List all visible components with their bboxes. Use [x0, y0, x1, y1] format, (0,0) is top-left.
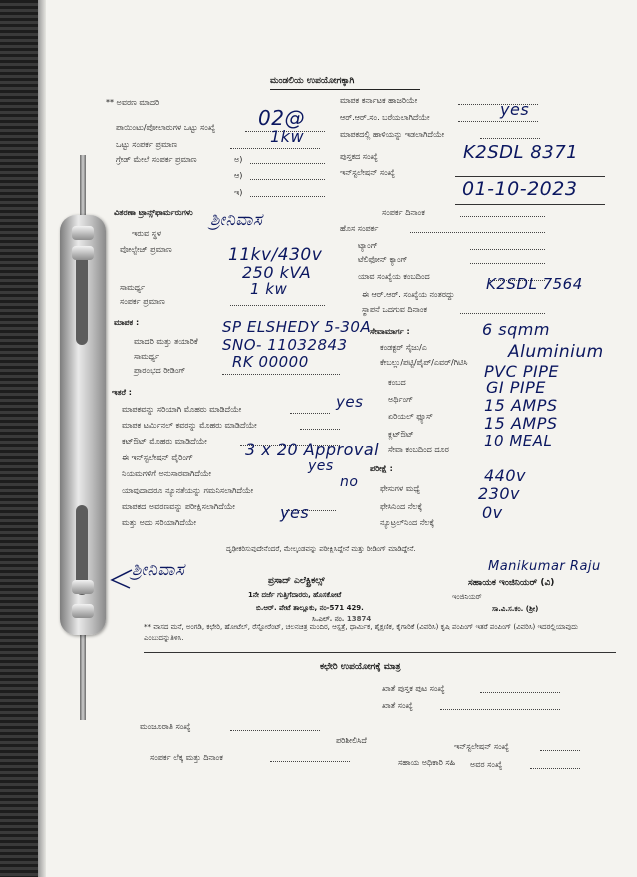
earthing-value: GI PIPE — [486, 378, 546, 397]
binder-knob-1 — [72, 226, 94, 240]
capacity-value: 250 kVA — [242, 263, 312, 282]
enclosure-ok-value: yes — [280, 503, 310, 522]
verified-label: ಪರಿಶೀಲಿಸಿದೆ — [336, 736, 367, 745]
after-rr-label: ಈ ಆರ್.ಆರ್. ಸಂಖ್ಯೆಯ ನಂತರದ್ದು — [362, 290, 455, 299]
office-heading: ಕಛೇರಿ ಉಪಯೋಗಕ್ಕೆ ಮಾತ್ರ — [320, 662, 401, 672]
binder-knob-2 — [72, 246, 94, 260]
stamp-left-line2: 1ನೇ ದರ್ಜೆ ಗುತ್ತಿಗೆದಾರರು, ಹೊಸಕೋಟೆ — [248, 591, 342, 599]
tag-label: ಟ್ಯಾಂಗ್ — [358, 241, 378, 250]
binder-knob-3 — [72, 580, 94, 594]
rules-compliance-value: yes — [308, 458, 334, 474]
rr-number-value: yes — [500, 100, 530, 119]
neutral-earth-label: ನ್ಯೂಟ್ರಲ್‌ನಿಂದ ನೆಲಕ್ಕೆ — [380, 518, 435, 527]
earthing-label: ಅರ್ಥಿಂಗ್ — [388, 395, 414, 404]
assistant-sign-label: ಸಹಾಯ ಅಧಿಕಾರಿ ಸಹಿ — [398, 758, 456, 767]
wiring-value: 3 x 20 Approval — [245, 440, 380, 459]
meter-sheet-label: ಮಾಪಕದಲ್ಲಿ ಹಾಳಿಯನ್ನು ಇಡಲಾಗಿದೆಯೇ — [340, 130, 445, 139]
grade-c-label: ಇ) — [234, 188, 243, 197]
their-number-label: ಅವರ ಸಂಖ್ಯೆ — [470, 760, 503, 769]
telephone-tag-label: ಟೆಲಿಫೋನ್ ಕ್ಯಾಂಗ್ — [358, 255, 408, 264]
service-heading: ಸೇವಾಮಾರ್ಗ : — [370, 327, 410, 336]
pole-value: PVC PIPE — [484, 362, 559, 381]
meter-karnataka-label: ಮಾಪಕ ಕರ್ನಾಟಕ ಹಾಜರಿಯೇ — [340, 96, 418, 105]
page-title: ಮಂಡಲಿಯ ಉಪಯೋಗಕ್ಕಾಗಿ — [270, 76, 355, 86]
connected-load-label: ಒಟ್ಟು ಸಂಪರ್ಕ ಪ್ರಮಾಣ — [116, 140, 178, 149]
grade-b-label: ಆ) — [234, 171, 243, 180]
initial-reading-value: RK 00000 — [232, 353, 309, 371]
footnote: ** ವಾಸದ ಮನೆ, ಅಂಗಡಿ, ಕಛೇರಿ, ಹೋಟೆಲ್, ರೆಸ್ಟೋರೆಂಟ್, ಚಲನಚಿತ್ರ ಮಂದಿರ, ಆಸ್ಪತ್ರೆ, ಧಾರ್ಮಿಕ, ಶೈಕ್ಷಣಿಕ, ಕೈಗಾರಿಕೆ (ವಿವರಿಸಿ) ಕೃಷಿ ಪಂಪಿಂಗ್ ಇತರೆ ಪಂಪಿಂಗ್ (ವಿವರಿಸಿ) ಇದರಲ್ಲಿಯಾವುದು ಎಂಬುದನ್ನುತಿಳಿಸಿ. — [144, 623, 578, 642]
terminal-cover-label: ಮಾಪಕ ಟರ್ಮಿನಲ್ ಕವರನ್ನು ಮೊಹರು ಮಾಡಿದೆಯೇ — [122, 421, 257, 430]
enclosure-checked-label: ಮಾಪಕದ ಅವರಣವನ್ನು ಪರೀಕ್ಷಿಸಲಾಗಿದೆಯೇ — [122, 502, 235, 511]
book-number-label: ಪುಸ್ತಕದ ಸಂಖ್ಯೆ — [340, 152, 378, 161]
signature-left: ಶ್ರೀನಿವಾಸ — [132, 560, 185, 580]
title-underline — [270, 89, 420, 90]
aerial-fuse-label: ಏರಿಯಲ್ ಫ್ಯೂಸ್ — [388, 412, 433, 421]
paper-edge-shadow — [38, 0, 46, 877]
points-total-label: ಪಾಯಿಂಟು/ಪೋಲಾರುಗಳ ಒಟ್ಟು ಸಂಖ್ಯೆ — [116, 123, 216, 132]
meter-make-label: ಮಾದರಿ ಮತ್ತು ತಯಾರಿಕೆ — [134, 337, 198, 346]
phase-earth-value: 230v — [478, 484, 521, 503]
distance-label: ಸೇವಾ ಕಂಬದಿಂದ ದೂರ — [388, 445, 449, 454]
conductor-size-value: 6 sqmm — [482, 320, 550, 339]
connection-value: 1 kw — [250, 280, 288, 298]
phase-phase-value: 440v — [484, 466, 527, 485]
points-total-value: 02@ — [258, 106, 305, 130]
account-number-label: ಖಾತೆ ಸಂಖ್ಯೆ — [382, 701, 413, 710]
cutout-label: ಕ್ಲಟ್‌ಔಟ್ — [388, 430, 414, 439]
signature-flourish — [108, 566, 136, 590]
declaration-text: ದೃಢೀಕರಿಸುವುದೇನೆಂದರೆ, ಮೇಲ್ಕಂಡವನ್ನು ಪರೀಕ್ಷಿಸಿದ್ದೇನೆ ಮತ್ತು ರೀಡಿಂಗ್ ಮಾಡಿದ್ದೇನೆ. — [226, 545, 416, 553]
cutout-sealed-label: ಕಟ್‌ಔಟ್ ಮೊಹರು ಮಾಡಿದೆಯೇ — [122, 437, 207, 446]
stamp-left-line4: ಸಿ.ಎಲ್. ನಂ. 13874 — [312, 615, 372, 623]
others-heading: ಇತರೆ : — [112, 388, 132, 397]
meter-sealed-value: yes — [336, 393, 364, 411]
office-installation-label: ಇನ್‌ಸ್ಟಲೇಷನ್ ಸಂಖ್ಯೆ — [454, 742, 509, 751]
signature-right: Manikumar Raju — [488, 559, 601, 574]
meter-heading: ಮಾಪಕ : — [114, 318, 140, 327]
installation-date-label: ಸ್ಥಾಪನೆ ಒದಗುವ ದಿನಾಂಕ — [362, 305, 427, 314]
binder-prong-top — [80, 155, 86, 215]
connection-label: ಸಂಪರ್ಕ ಪ್ರಮಾಣ — [120, 297, 165, 306]
location-label: ಇರುವ ಸ್ಥಳ — [132, 229, 162, 238]
defects-label: ಯಾವುದಾದರೂ ನ್ಯೂನತೆಯನ್ನು ಗಮನಿಸಲಾಗಿದೆಯೇ — [122, 486, 254, 495]
meter-capacity-label: ಸಾಮರ್ಥ್ಯ — [134, 352, 160, 361]
rules-compliance-label: ನಿಯಮಗಳಿಗೆ ಅನುಸಾರವಾಗಿದೆಯೇ — [122, 469, 212, 478]
ledger-date-label: ಸಂಪರ್ಕ ಲೆಕ್ಕ ಮತ್ತು ದಿನಾಂಕ — [150, 753, 223, 762]
pole-number-label: ಯಾವ ಸಂಖ್ಯೆಯ ಕಂಬದಿಂದ — [358, 272, 430, 281]
stamp-left-line3: ಬಿ.ಆರ್. ಪೇಟೆ ತಾಲ್ಲೂಕು, ನಂ-571 429. — [256, 604, 364, 612]
installation-date-value: 01-10-2023 — [462, 178, 578, 200]
phase-earth-label: ಫೇಸಿನಿಂದ ನೆಲಕ್ಕೆ — [380, 502, 423, 511]
defects-value: no — [340, 474, 359, 490]
stamp-right-line3: ಸಾ.ವಿ.ಸ.ಕಂ. (ಶ್ರೀ) — [492, 605, 539, 613]
phase-phase-label: ಫೇಸುಗಳ ಮಧ್ಯೆ — [380, 484, 420, 493]
book-number-value: K2SDL 8371 — [463, 142, 579, 163]
neutral-earth-value: 0v — [482, 503, 503, 522]
document-photo: ಮಂಡಲಿಯ ಉಪಯೋಗಕ್ಕಾಗಿ ** ಅವರಣ ಮಾದರಿ ಪಾಯಿಂಟು/ಪೋಲಾರುಗಳ ಒಟ್ಟು ಸಂಖ್ಯೆ 02@ ಒಟ್ಟು ಸಂಪರ್ಕ ಪ್ರಮಾಣ 1kw ಗ್ರೇಡ್ ಮೇಲೆ ಸಂಪರ್ಕ ಪ್ರಮಾಣ ಅ) ಆ) ಇ) ಮಾಪಕ ಕರ್ನಾಟಕ ಹಾಜರಿಯೇ ಆರ್.ಆರ್.ಸಂ. ಬರೆಯಲಾಗಿದೆಯೇ yes ಮಾಪಕದಲ್ಲಿ ಹಾಳಿಯನ್ನು ಇಡಲಾಗಿದೆಯೇ ಪುಸ್ತಕದ ಸಂಖ್ಯೆ K2SDL 8371 ಇನ್‌ಸ್ಟಲೇಷನ್ ಸಂಖ್ಯೆ 01-10-2023 ವಿತರಣಾ ಟ್ರಾನ್ಸ್‌ಫಾರ್ಮರುಗಳು ಇರುವ ಸ್ಥಳ ಶ್ರೀನಿವಾಸ ವೋಲ್ಟೇಜ್ ಪ್ರಮಾಣ ಸಾಮರ್ಥ್ಯ ಸಂಪರ್ಕ ಪ್ರಮಾಣ 11kv/430v 250 kVA 1 kw ಸಂಪರ್ಕ ದಿನಾಂಕ ಹೊಸ ಸಂಪರ್ಕ ಟ್ಯಾಂಗ್ ಟೆಲಿಫೋನ್ ಕ್ಯಾಂಗ್ ಯಾವ ಸಂಖ್ಯೆಯ ಕಂಬದಿಂದ ಈ ಆರ್.ಆರ್. ಸಂಖ್ಯೆಯ ನಂತರದ್ದು K2SDL 7564 ಸ್ಥಾಪನೆ ಒದಗುವ ದಿನಾಂಕ ಮಾಪಕ : ಮಾದರಿ ಮತ್ತು ತಯಾರಿಕೆ SP ELSHEDY 5-30A ಸಾಮರ್ಥ್ಯ SNO- 11032843 ಪ್ರಾರಂಭದ ರೀಡಿಂಗ್ RK 00000 ಸೇವಾಮಾರ್ಗ : ಕಂಡಕ್ಟರ್ ಸೈಜು/ಎ 6 sqmm ಕೇಬಲ್ಲು/ಪಟ್ಟಿ/ಪೈಪ್/ಎವರ್/ಗಿಟಿಸಿ Aluminium ಕಂಬದ PVC PIPE ಅರ್ಥಿಂಗ್ GI PIPE ಏರಿಯಲ್ ಫ್ಯೂಸ್ 15 AMPS ಕ್ಲಟ್‌ಔಟ್ 15 AMPS ಸೇವಾ ಕಂಬದಿಂದ ದೂರ 10 MEAL ಇತರೆ : ಮಾಪಕವನ್ನು ಸರಿಯಾಗಿ ಮೊಹರು ಮಾಡಿದೆಯೇ yes ಮಾಪಕ ಟರ್ಮಿನಲ್ ಕವರನ್ನು ಮೊಹರು ಮಾಡಿದೆಯೇ ಕಟ್‌ಔಟ್ ಮೊಹರು ಮಾಡಿದೆಯೇ ಈ ಇನ್‌ಸ್ಟಲೇಷನ್ ವೈರಿಂಗ್ 3 x 20 Approval ನಿಯಮಗಳಿಗೆ ಅನುಸಾರವಾಗಿದೆಯೇ yes ಯಾವುದಾದರೂ ನ್ಯೂನತೆಯನ್ನು ಗಮನಿಸಲಾಗಿದೆಯೇ no ಮಾಪಕದ ಅವರಣವನ್ನು ಪರೀಕ್ಷಿಸಲಾಗಿದೆಯೇ ಮತ್ತು ಅದು ಸರಿಯಾಗಿದೆಯೇ yes ಪರೀಕ್ಷೆ : ಫೇಸುಗಳ ಮಧ್ಯೆ 440v ಫೇಸಿನಿಂದ ನೆಲಕ್ಕೆ 230v ನ್ಯೂಟ್ರಲ್‌ನಿಂದ ನೆಲಕ್ಕೆ 0v ದೃಢೀಕರಿಸುವುದೇನೆಂದರೆ, ಮೇಲ್ಕಂಡವನ್ನು ಪರೀಕ್ಷಿಸಿದ್ದೇನೆ ಮತ್ತು ರೀಡಿಂಗ್ ಮಾಡಿದ್ದೇನೆ. ಶ್ರೀನಿವಾಸ ಪ್ರಸಾದ್ ಎಲೆಕ್ಟ್ರಿಕಲ್ಸ್ 1ನೇ ದರ್ಜೆ ಗುತ್ತಿಗೆದಾರರು, ಹೊಸಕೋಟೆ ಬಿ.ಆರ್. ಪೇಟೆ ತಾಲ್ಲೂಕು, ನಂ-571 429. ಸಿ.ಎಲ್. ನಂ. 13874 Manikumar Raju ಸಹಾಯಕ ಇಂಜಿನಿಯರ್ (ವಿ) ಇಂಜಿನಿಯರ್ ಸಾ.ವಿ.ಸ.ಕಂ. (ಶ್ರೀ) ** ವಾಸದ ಮನೆ, ಅಂಗಡಿ, ಕಛೇರಿ, ಹೋಟೆಲ್, ರೆಸ್ಟೋರೆಂಟ್, ಚಲನಚಿತ್ರ ಮಂದಿರ, ಆಸ್ಪತ್ರೆ, ಧಾರ್ಮಿಕ, ಶೈಕ್ಷಣಿಕ, ಕೈಗಾರಿಕೆ (ವಿವರಿಸಿ) ಕೃಷಿ ಪಂಪಿಂಗ್ ಇತರೆ ಪಂಪಿಂಗ್ (ವಿವರಿಸಿ) ಇದರಲ್ಲಿಯಾವುದು ಎಂಬುದನ್ನುತಿಳಿಸಿ. ಕಛೇರಿ ಉಪಯೋಗಕ್ಕೆ ಮಾತ್ರ ಖಾತೆ ಪುಸ್ತಕ ಪುಟ ಸಂಖ್ಯೆ ಖಾತೆ ಸಂಖ್ಯೆ ಮಂಜೂರಾತಿ ಸಂಖ್ಯೆ ಪರಿಶೀಲಿಸಿದೆ ಸಹಾಯ ಅಧಿಕಾರಿ ಸಹಿ ಇನ್‌ಸ್ಟಲೇಷನ್ ಸಂಖ್ಯೆ ಸಂಪರ್ಕ ಲೆಕ್ಕ ಮತ್ತು ದಿನಾಂಕ ಅವರ ಸಂಖ್ಯೆ — [0, 0, 637, 877]
wiring-label: ಈ ಇನ್‌ಸ್ಟಲೇಷನ್ ವೈರಿಂಗ್ — [122, 453, 193, 462]
installation-number-label: ಇನ್‌ಸ್ಟಲೇಷನ್ ಸಂಖ್ಯೆ — [340, 168, 395, 177]
rr-number-label: ಆರ್.ಆರ್.ಸಂ. ಬರೆಯಲಾಗಿದೆಯೇ — [340, 113, 430, 122]
location-value: ಶ್ರೀನಿವಾಸ — [210, 210, 263, 230]
tests-heading: ಪರೀಕ್ಷೆ : — [370, 464, 393, 473]
connection-date-label: ಸಂಪರ್ಕ ದಿನಾಂಕ — [382, 208, 425, 217]
enclosure-type-label: ** ಅವರಣ ಮಾದರಿ — [106, 98, 160, 107]
ledger-page-label: ಖಾತೆ ಪುಸ್ತಕ ಪುಟ ಸಂಖ್ಯೆ — [382, 684, 445, 693]
capacity-label: ಸಾಮರ್ಥ್ಯ — [120, 283, 146, 292]
voltage-label: ವೋಲ್ಟೇಜ್ ಪ್ರಮಾಣ — [120, 245, 172, 254]
meter-serial-value: SNO- 11032843 — [222, 336, 348, 354]
pole-label: ಕಂಬದ — [388, 378, 406, 387]
aerial-fuse-value: 15 AMPS — [484, 396, 558, 415]
binder-knob-4 — [72, 604, 94, 618]
binder-prong-bottom — [80, 635, 86, 720]
after-rr-value: K2SDL 7564 — [486, 275, 583, 293]
binder-clip — [60, 215, 106, 635]
cable-type-value: Aluminium — [508, 342, 604, 362]
binder-strip — [0, 0, 40, 877]
stamp-right-line2: ಇಂಜಿನಿಯರ್ — [452, 593, 482, 601]
initial-reading-label: ಪ್ರಾರಂಭದ ರೀಡಿಂಗ್ — [134, 366, 186, 375]
meter-make-value: SP ELSHEDY 5-30A — [222, 318, 372, 336]
conductor-size-label: ಕಂಡಕ್ಟರ್ ಸೈಜು/ಎ — [380, 343, 427, 352]
voltage-value: 11kv/430v — [228, 245, 323, 265]
sanction-number-label: ಮಂಜೂರಾತಿ ಸಂಖ್ಯೆ — [140, 722, 191, 731]
new-connection-label: ಹೊಸ ಸಂಪರ್ಕ — [340, 224, 379, 233]
enclosure-ok-label: ಮತ್ತು ಅದು ಸರಿಯಾಗಿದೆಯೇ — [122, 518, 197, 527]
stamp-right-line1: ಸಹಾಯಕ ಇಂಜಿನಿಯರ್ (ವಿ) — [468, 578, 555, 588]
transformer-heading: ವಿತರಣಾ ಟ್ರಾನ್ಸ್‌ಫಾರ್ಮರುಗಳು — [114, 208, 193, 217]
meter-sealed-label: ಮಾಪಕವನ್ನು ಸರಿಯಾಗಿ ಮೊಹರು ಮಾಡಿದೆಯೇ — [122, 405, 242, 414]
cable-type-label: ಕೇಬಲ್ಲು/ಪಟ್ಟಿ/ಪೈಪ್/ಎವರ್/ಗಿಟಿಸಿ — [380, 358, 468, 367]
grade-load-label: ಗ್ರೇಡ್ ಮೇಲೆ ಸಂಪರ್ಕ ಪ್ರಮಾಣ — [116, 155, 197, 164]
distance-value: 10 MEAL — [484, 432, 553, 450]
stamp-left-line1: ಪ್ರಸಾದ್ ಎಲೆಕ್ಟ್ರಿಕಲ್ಸ್ — [268, 576, 325, 586]
connected-load-value: 1kw — [270, 127, 305, 146]
cutout-value: 15 AMPS — [484, 414, 558, 433]
